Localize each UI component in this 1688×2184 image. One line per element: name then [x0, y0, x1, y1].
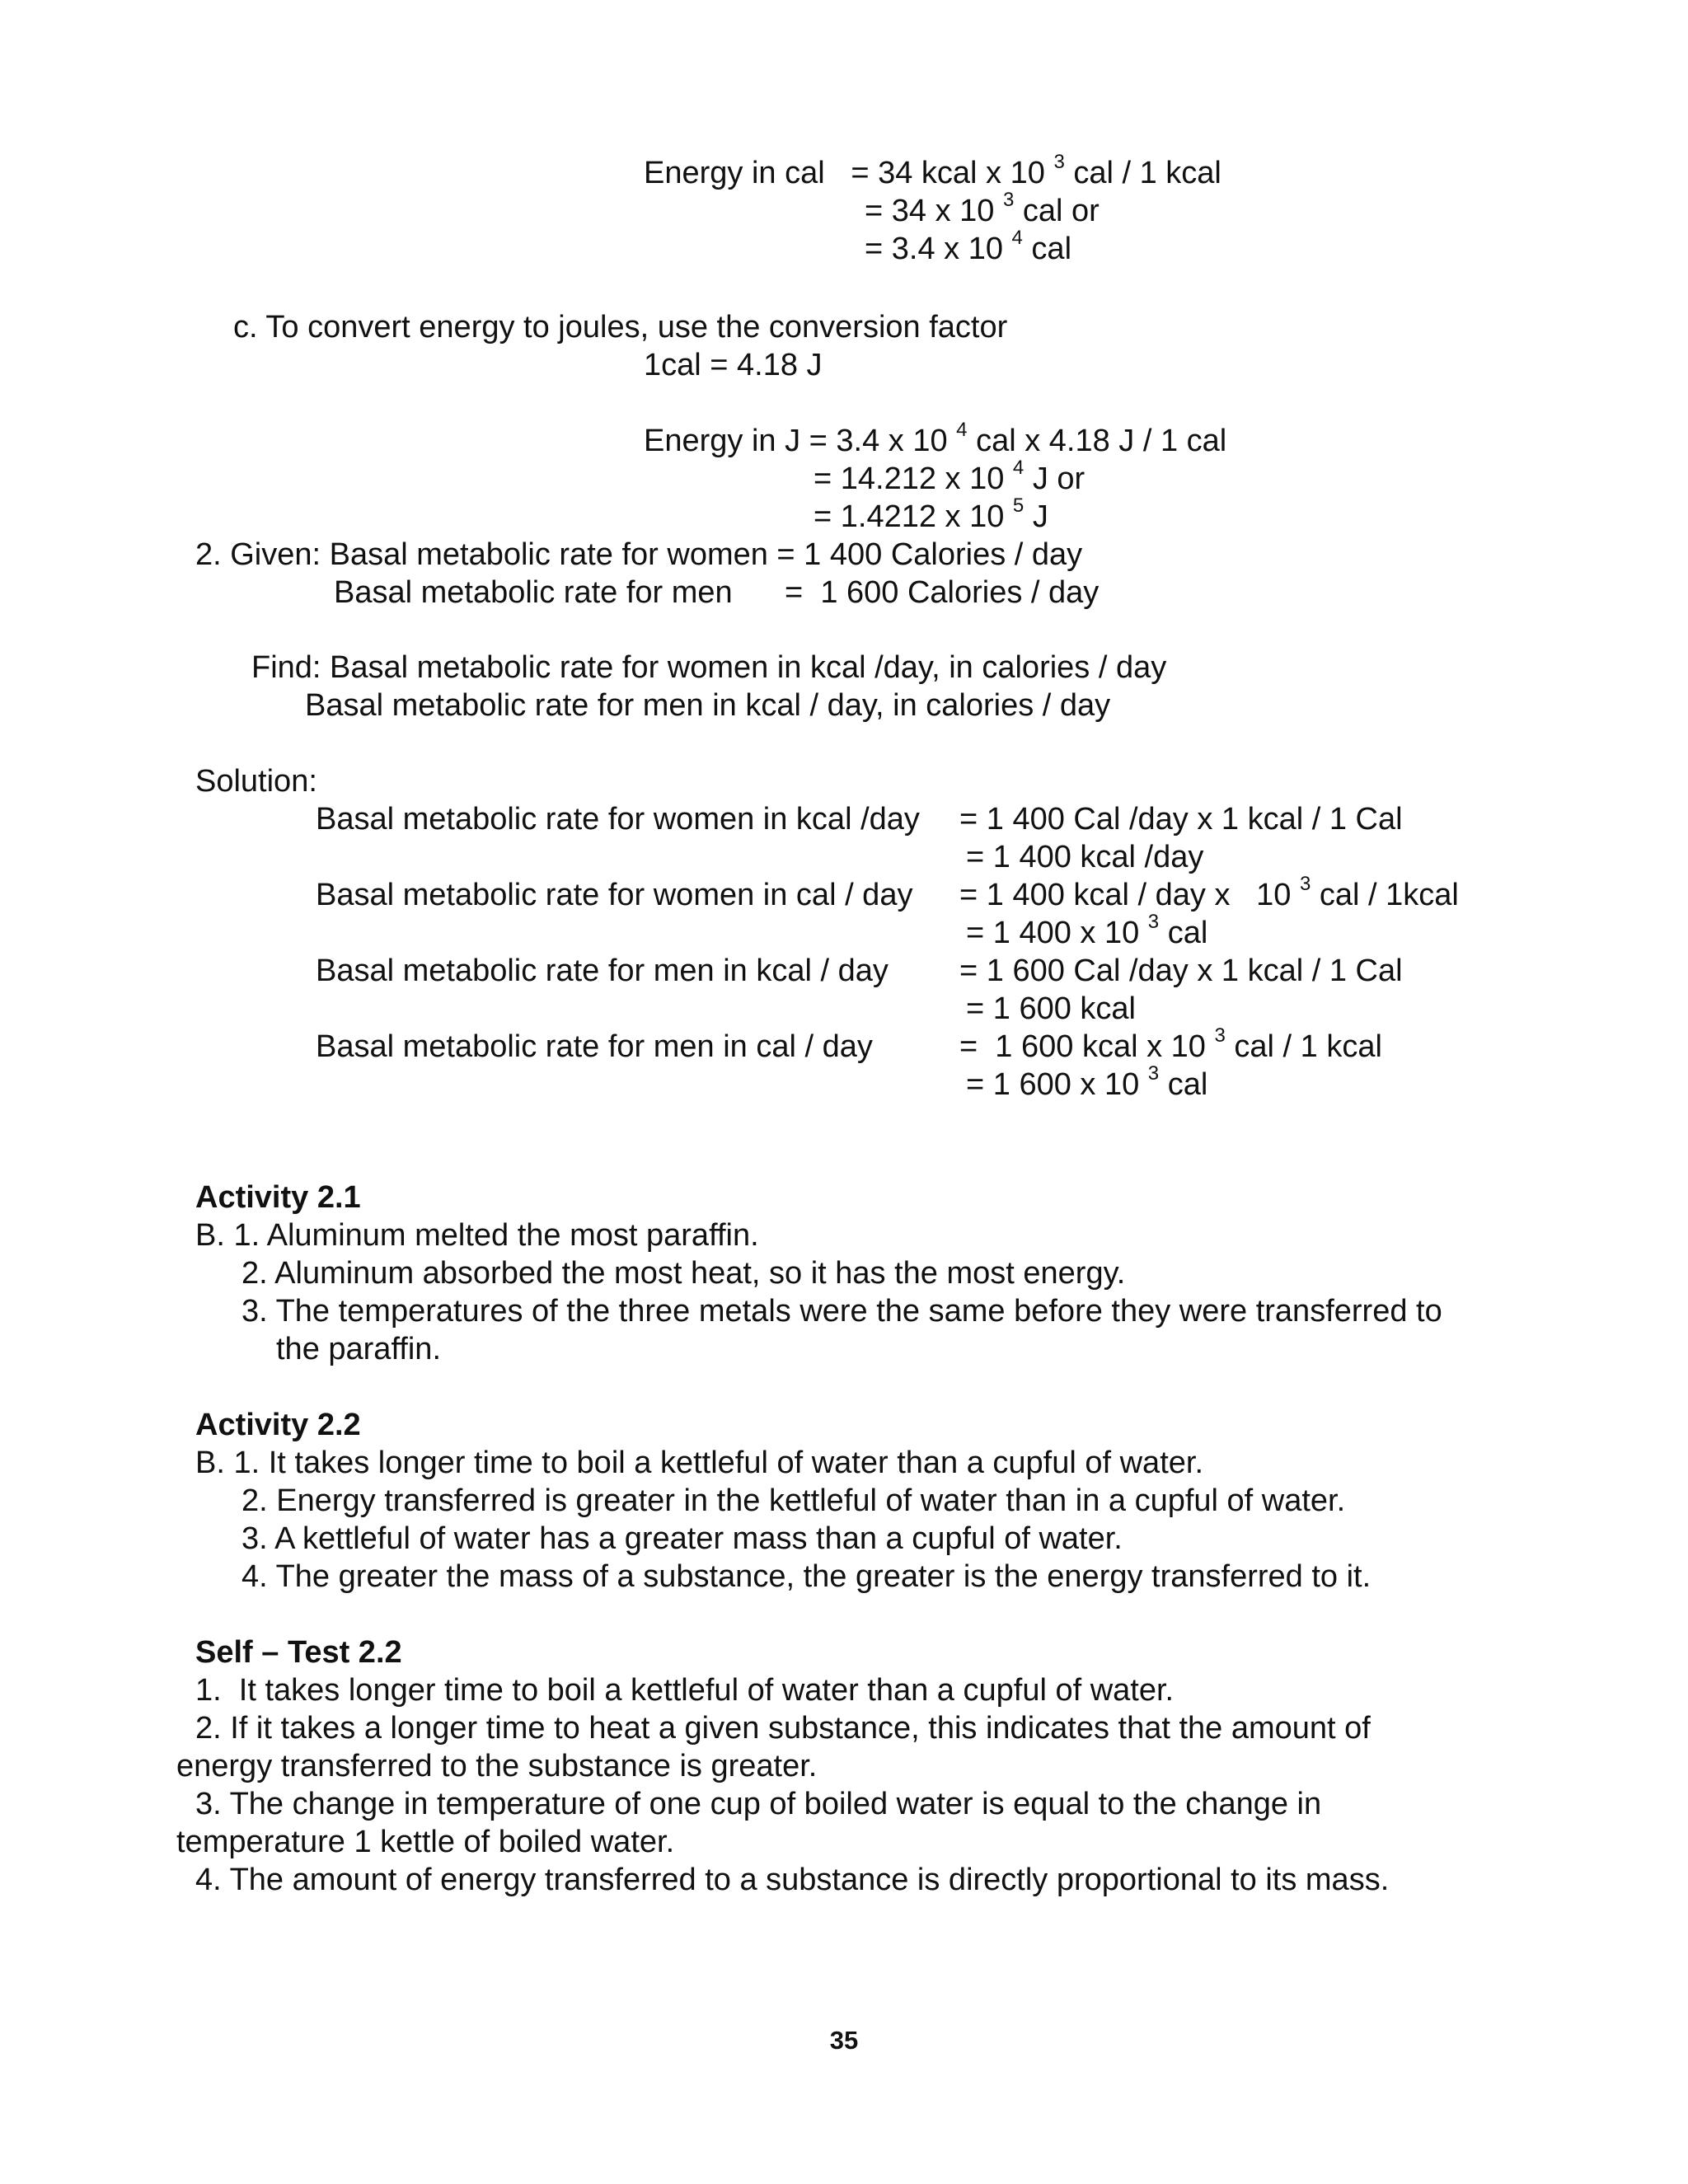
energy-cal-line-3: = 3.4 x 10 $^4$ cal: [865, 227, 1072, 266]
energy-j-line-2: = 14.212 x 10 $^4$ J or: [814, 457, 1085, 496]
self-test-2-2-line-1: 1. It takes longer time to boil a kettleful of water than a cupful of water.: [195, 1673, 1175, 1708]
conversion-factor: 1cal = 4.18 J: [644, 348, 823, 382]
activity-2-2-line-2: 2. Energy transferred is greater in the kettleful of water than in a cupful of water.: [241, 1483, 1346, 1518]
solution-value-men-cal-result: = 1 600 x 10 $^3$ cal: [966, 1062, 1208, 1102]
solution-value-men-cal: = 1 600 kcal x 10 $^3$ cal / 1 kcal: [959, 1024, 1382, 1064]
self-test-2-2-line-3: energy transferred to the substance is greater.: [176, 1749, 818, 1783]
solution-label-men-kcal: Basal metabolic rate for men in kcal / day: [316, 954, 889, 988]
activity-2-2-line-4: 4. The greater the mass of a substance, the greater is the energy transferred to it.: [241, 1559, 1372, 1594]
solution-value-women-kcal: = 1 400 Cal /day x 1 kcal / 1 Cal: [959, 802, 1403, 837]
find-men: Basal metabolic rate for men in kcal / day, in calories / day: [305, 688, 1111, 723]
solution-value-men-kcal: = 1 600 Cal /day x 1 kcal / 1 Cal: [959, 954, 1403, 988]
self-test-2-2-line-4: 3. The change in temperature of one cup of boiled water is equal to the change in: [195, 1787, 1322, 1821]
given-women: 2. Given: Basal metabolic rate for women = 1 400 Calories / day: [195, 537, 1083, 572]
solution-label: Solution:: [195, 764, 317, 799]
activity-2-1-title: Activity 2.1: [195, 1180, 361, 1215]
page-number: 35: [829, 2026, 859, 2055]
activity-2-2-title: Activity 2.2: [195, 1408, 361, 1442]
solution-value-women-kcal-result: = 1 400 kcal /day: [966, 840, 1204, 874]
solution-value-women-cal-result: = 1 400 x 10 $^3$ cal: [966, 911, 1208, 950]
self-test-2-2-line-2: 2. If it takes a longer time to heat a given substance, this indicates that the amount of: [195, 1711, 1371, 1746]
self-test-2-2-line-6: 4. The amount of energy transferred to a substance is directly proportional to its mass.: [195, 1863, 1390, 1897]
activity-2-1-line-3: 3. The temperatures of the three metals were the same before they were transferred to: [241, 1294, 1442, 1329]
solution-label-women-kcal: Basal metabolic rate for women in kcal /day: [316, 802, 920, 837]
solution-value-men-kcal-result: = 1 600 kcal: [966, 991, 1136, 1026]
solution-label-women-cal: Basal metabolic rate for women in cal / day: [316, 878, 913, 912]
energy-cal-line-2: = 34 x 10 $^3$ cal or: [865, 189, 1100, 228]
solution-label-men-cal: Basal metabolic rate for men in cal / day: [316, 1029, 873, 1064]
energy-cal-line-1: Energy in cal = 34 kcal x 10 $^3$ cal / 1 kcal: [644, 151, 1221, 190]
self-test-2-2-line-5: temperature 1 kettle of boiled water.: [176, 1825, 675, 1859]
self-test-2-2-title: Self – Test 2.2: [195, 1635, 402, 1670]
activity-2-2-line-1: B. 1. It takes longer time to boil a kettleful of water than a cupful of water.: [195, 1446, 1203, 1480]
convert-joules-intro: c. To convert energy to joules, use the conversion factor: [233, 310, 1008, 344]
energy-j-line-3: = 1.4212 x 10 $^5$ J: [814, 494, 1048, 534]
activity-2-1-line-4: the paraffin.: [276, 1332, 442, 1366]
solution-value-women-cal: = 1 400 kcal / day x 10 $^3$ cal / 1kcal: [959, 873, 1459, 912]
energy-j-line-1: Energy in J = 3.4 x 10 $^4$ cal x 4.18 J / 1 cal: [644, 419, 1227, 458]
activity-2-1-line-2: 2. Aluminum absorbed the most heat, so it has the most energy.: [241, 1256, 1126, 1291]
activity-2-1-line-1: B. 1. Aluminum melted the most paraffin.: [195, 1218, 759, 1253]
find-women: Find: Basal metabolic rate for women in kcal /day, in calories / day: [251, 650, 1167, 685]
activity-2-2-line-3: 3. A kettleful of water has a greater mass than a cupful of water.: [241, 1521, 1123, 1556]
given-men: Basal metabolic rate for men = 1 600 Calories / day: [334, 575, 1100, 610]
